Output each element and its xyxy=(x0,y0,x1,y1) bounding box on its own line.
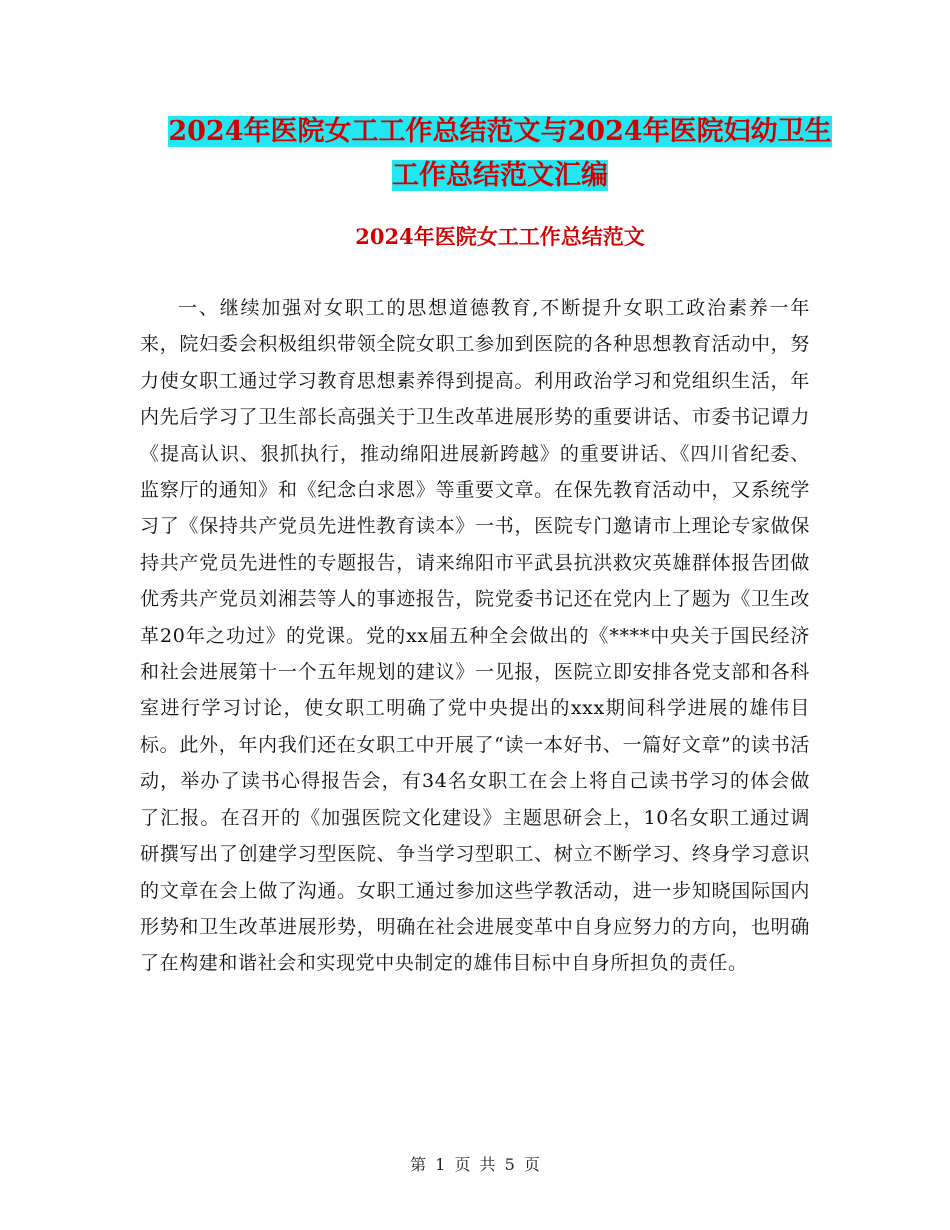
document-title-line-2: 工作总结范文汇编 xyxy=(392,160,608,191)
page-footer xyxy=(0,1154,950,1176)
document-title xyxy=(140,110,860,198)
section-title: 2024年医院女工工作总结范文 xyxy=(355,224,645,249)
page-indicator: 第 1 页 共 5 页 xyxy=(410,1155,540,1174)
document-title-line-1: 2024年医院女工工作总结范文与2024年医院妇幼卫生 xyxy=(168,116,832,147)
body-paragraph: 一、继续加强对女职工的思想道德教育,不断提升女职工政治素养一年来，院妇委会积极组织带领全院女职工参加到医院的各种思想教育活动中，努力使女职工通过学习教育思想素养得到提高。利用政治学习和党组织生活，年内先后学习了卫生部长高强关于卫生改革进展形势的重要讲话、市委书记谭力《提高认识、狠抓执行，推动绵阳进展新跨越》的重要讲话、《四川省纪委、监察厅的通知》和《纪念白求恩》等重要文章。在保先教育活动中，又系统学习了《保持共产党员先进性教育读本》一书，医院专门邀请市上理论专家做保持共产党员先进性的专题报告，请来绵阳市平武县抗洪救灾英雄群体报告团做优秀共产党员刘湘芸等人的事迹报告，院党委书记还在党内上了题为《卫生改革20年之功过》的党课。党的xx届五种全会做出的《****中央关于国民经济和社会进展第十一个五年规划的建议》一见报，医院立即安排各党支部和各科室进行学习讨论，使女职工明确了党中央提出的xxx期间科学进展的雄伟目标。此外，年内我们还在女职工中开展了“读一本好书、一篇好文章”的读书活动，举办了读书心得报告会，有34名女职工在会上将自己读书学习的体会做了汇报。在召开的《加强医院文化建设》主题思研会上，10名女职工通过调研撰写出了创建学习型医院、争当学习型职工、树立不断学习、终身学习意识的文章在会上做了沟通。女职工通过参加这些学教活动，进一步知晓国际国内形势和卫生改革进展形势，明确在社会进展变革中自身应努力的方向，也明确了在构建和谐社会和实现党中央制定的雄伟目标中自身所担负的责任。 xyxy=(140,297,810,975)
